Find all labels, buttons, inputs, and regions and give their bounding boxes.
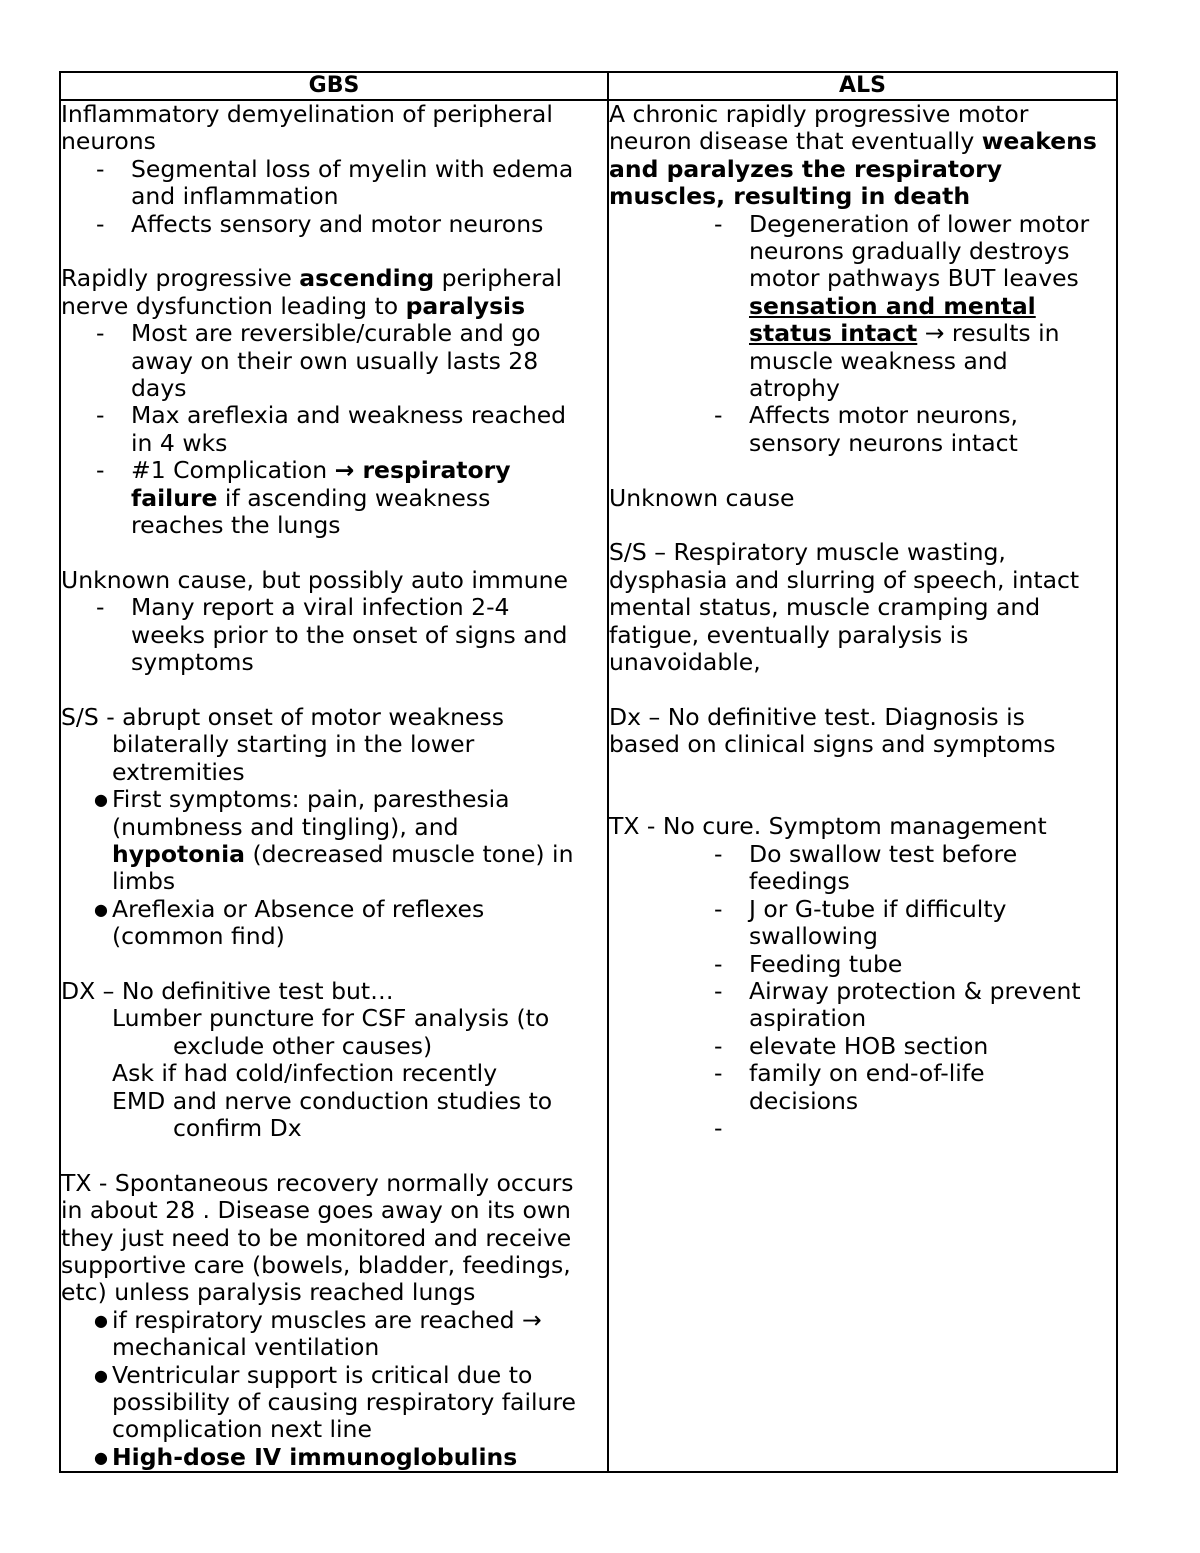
list-item: - #1 Complication → respiratory bbox=[96, 456, 511, 485]
list-item-cont: aspiration bbox=[749, 1004, 867, 1033]
bullet-item-cont: mechanical ventilation bbox=[112, 1333, 380, 1362]
header-als: ALS bbox=[608, 72, 1117, 100]
list-item-cont: in 4 wks bbox=[131, 428, 228, 457]
gbs-dx-heading: DX – No definitive test but… bbox=[61, 976, 394, 1005]
bullet-item-cont: complication next line bbox=[112, 1415, 372, 1444]
comparison-table bbox=[59, 71, 1118, 1473]
list-item: - family on end-of-life bbox=[714, 1059, 985, 1088]
list-item-cont: muscle weakness and bbox=[749, 346, 1008, 375]
arrow-icon: → bbox=[924, 319, 945, 348]
als-ss-line: dysphasia and slurring of speech, intact bbox=[609, 565, 1080, 594]
gbs-dx-line: Ask if had cold/infection recently bbox=[112, 1059, 498, 1088]
als-ss-line: mental status, muscle cramping and bbox=[609, 593, 1041, 622]
bullet-icon: ● bbox=[94, 790, 108, 810]
als-ss-line: S/S – Respiratory muscle wasting, bbox=[609, 538, 1006, 567]
bullet-icon: ● bbox=[94, 1310, 108, 1330]
list-item: - J or G-tube if difficulty bbox=[714, 894, 1007, 923]
header-row bbox=[60, 72, 1117, 100]
als-dx-line: Dx – No definitive test. Diagnosis is bbox=[609, 702, 1025, 731]
list-item-cont: failure if ascending weakness bbox=[131, 483, 491, 512]
als-cell: A chronic rapidly progressive motor neuron disease that eventually weakens and paralyzes the respiratory muscles, resulting in death - Degeneration of lower motor neurons gradually destroys motor pathways BUT leaves sensation and mental status intact → results in muscle weakness and atrophy - Affects motor neurons, sensory neurons intact Unknown cause S/S – Respiratory muscle wasting, dysphasia and slurring of speech, intact mental status, muscle cramping and fatigue, eventually paralysis is unavoidable, Dx – No definitive test. Diagnosis is based on clinical signs and symptoms TX - No cure. Symptom management - Do swallow test before feedings - J or G-tube if difficulty swallowing - Feeding tube - Airway protection & prevent aspiration - elevate HOB section - family on end-of-life decisions - bbox=[608, 100, 1117, 1472]
gbs-intro-line: Inflammatory demyelination of peripheral bbox=[61, 100, 553, 128]
bullet-item: ● First symptoms: pain, paresthesia bbox=[94, 785, 510, 814]
gbs-rapid-line: Rapidly progressive ascending peripheral bbox=[61, 264, 563, 293]
gbs-dx-line: Lumber puncture for CSF analysis (to bbox=[112, 1004, 550, 1033]
gbs-dx-line: confirm Dx bbox=[173, 1113, 302, 1142]
arrow-icon: → bbox=[334, 456, 355, 485]
content-row bbox=[60, 100, 1117, 1472]
gbs-ss-heading: S/S - abrupt onset of motor weakness bbox=[61, 702, 504, 731]
bullet-icon: ● bbox=[94, 1365, 108, 1385]
spacer bbox=[61, 238, 607, 265]
spacer bbox=[609, 457, 1116, 484]
header-gbs: GBS bbox=[60, 72, 608, 100]
bullet-item-cont: (numbness and tingling), and bbox=[112, 812, 459, 841]
als-cause: Unknown cause bbox=[609, 483, 795, 512]
bullet-item: ● Areflexia or Absence of reflexes bbox=[94, 894, 485, 923]
list-item-cont: status intact → results in bbox=[749, 319, 1060, 348]
bullet-item-cont: limbs bbox=[112, 867, 176, 896]
list-item-cont: days bbox=[131, 374, 187, 403]
list-item-cont: atrophy bbox=[749, 374, 840, 403]
als-intro-line: and paralyzes the respiratory bbox=[609, 154, 1003, 183]
list-item: - Do swallow test before bbox=[714, 839, 1018, 868]
gbs-rapid-line: nerve dysfunction leading to paralysis bbox=[61, 291, 526, 320]
als-ss-line: fatigue, eventually paralysis is bbox=[609, 620, 969, 649]
list-item-cont: decisions bbox=[749, 1086, 859, 1115]
gbs-tx-line: TX - Spontaneous recovery normally occurs bbox=[61, 1168, 574, 1197]
list-item: - Degeneration of lower motor bbox=[714, 209, 1090, 238]
list-item: - Most are reversible/curable and go bbox=[96, 319, 541, 348]
spacer bbox=[609, 512, 1116, 539]
gbs-cause-heading: Unknown cause, but possibly auto immune bbox=[61, 565, 568, 594]
bullet-icon: ● bbox=[94, 1447, 108, 1467]
spacer bbox=[61, 677, 607, 704]
bullet-icon: ● bbox=[94, 899, 108, 919]
list-item: - elevate HOB section bbox=[714, 1031, 989, 1060]
gbs-dx-line: exclude other causes) bbox=[173, 1031, 433, 1060]
spacer bbox=[609, 677, 1116, 704]
list-item-cont: away on their own usually lasts 28 bbox=[131, 346, 539, 375]
als-intro-line: muscles, resulting in death bbox=[609, 182, 971, 211]
gbs-ss-line: bilaterally starting in the lower bbox=[112, 730, 475, 759]
gbs-tx-line: etc) unless paralysis reached lungs bbox=[61, 1278, 476, 1307]
arrow-icon: → bbox=[522, 1305, 542, 1334]
list-item: - Affects motor neurons, bbox=[714, 401, 1018, 430]
gbs-dx-line: EMD and nerve conduction studies to bbox=[112, 1086, 553, 1115]
spacer bbox=[609, 786, 1116, 813]
spacer bbox=[61, 951, 607, 978]
list-item-cont: weeks prior to the onset of signs and bbox=[131, 620, 568, 649]
als-ss-line: unavoidable, bbox=[609, 648, 761, 677]
list-item-cont: sensation and mental bbox=[749, 291, 1036, 320]
spacer bbox=[61, 539, 607, 566]
list-item-cont: neurons gradually destroys bbox=[749, 237, 1070, 266]
list-item: - Airway protection & prevent bbox=[714, 976, 1081, 1005]
bullet-item: ● if respiratory muscles are reached → bbox=[94, 1305, 542, 1334]
gbs-tx-line: they just need to be monitored and receive bbox=[61, 1223, 572, 1252]
list-item-cont: reaches the lungs bbox=[131, 511, 341, 540]
list-item-cont: and inflammation bbox=[131, 182, 339, 211]
bullet-item-cont: possibility of causing respiratory failure bbox=[112, 1388, 577, 1417]
bullet-item: ● High-dose IV immunoglobulins bbox=[94, 1442, 518, 1471]
list-item: - Affects sensory and motor neurons bbox=[96, 209, 544, 238]
bullet-item-cont: (common find) bbox=[112, 922, 285, 951]
gbs-ss-line: extremities bbox=[112, 757, 245, 786]
list-item: - Feeding tube bbox=[714, 949, 903, 978]
list-item-cont: feedings bbox=[749, 867, 850, 896]
gbs-intro-line: neurons bbox=[61, 127, 156, 156]
list-item-cont: swallowing bbox=[749, 922, 878, 951]
als-tx-heading: TX - No cure. Symptom management bbox=[609, 812, 1047, 841]
list-item: - Many report a viral infection 2-4 bbox=[96, 593, 510, 622]
list-item-cont: motor pathways BUT leaves bbox=[749, 264, 1079, 293]
gbs-tx-line: in about 28 . Disease goes away on its own bbox=[61, 1196, 571, 1225]
list-item: - Segmental loss of myelin with edema bbox=[96, 154, 574, 183]
list-item: - Max areflexia and weakness reached bbox=[96, 401, 567, 430]
als-intro-line: neuron disease that eventually weakens bbox=[609, 127, 1097, 156]
gbs-cell bbox=[60, 100, 608, 1472]
als-intro-line: A chronic rapidly progressive motor bbox=[609, 100, 1029, 128]
list-item-cont: symptoms bbox=[131, 648, 254, 677]
als-dx-line: based on clinical signs and symptoms bbox=[609, 730, 1056, 759]
list-item-cont: sensory neurons intact bbox=[749, 428, 1018, 457]
bullet-item-cont: hypotonia (decreased muscle tone) in bbox=[112, 839, 574, 868]
spacer bbox=[609, 759, 1116, 786]
gbs-tx-line: supportive care (bowels, bladder, feedings, bbox=[61, 1250, 571, 1279]
bullet-item: ● Ventricular support is critical due to bbox=[94, 1360, 533, 1389]
spacer bbox=[61, 1142, 607, 1169]
